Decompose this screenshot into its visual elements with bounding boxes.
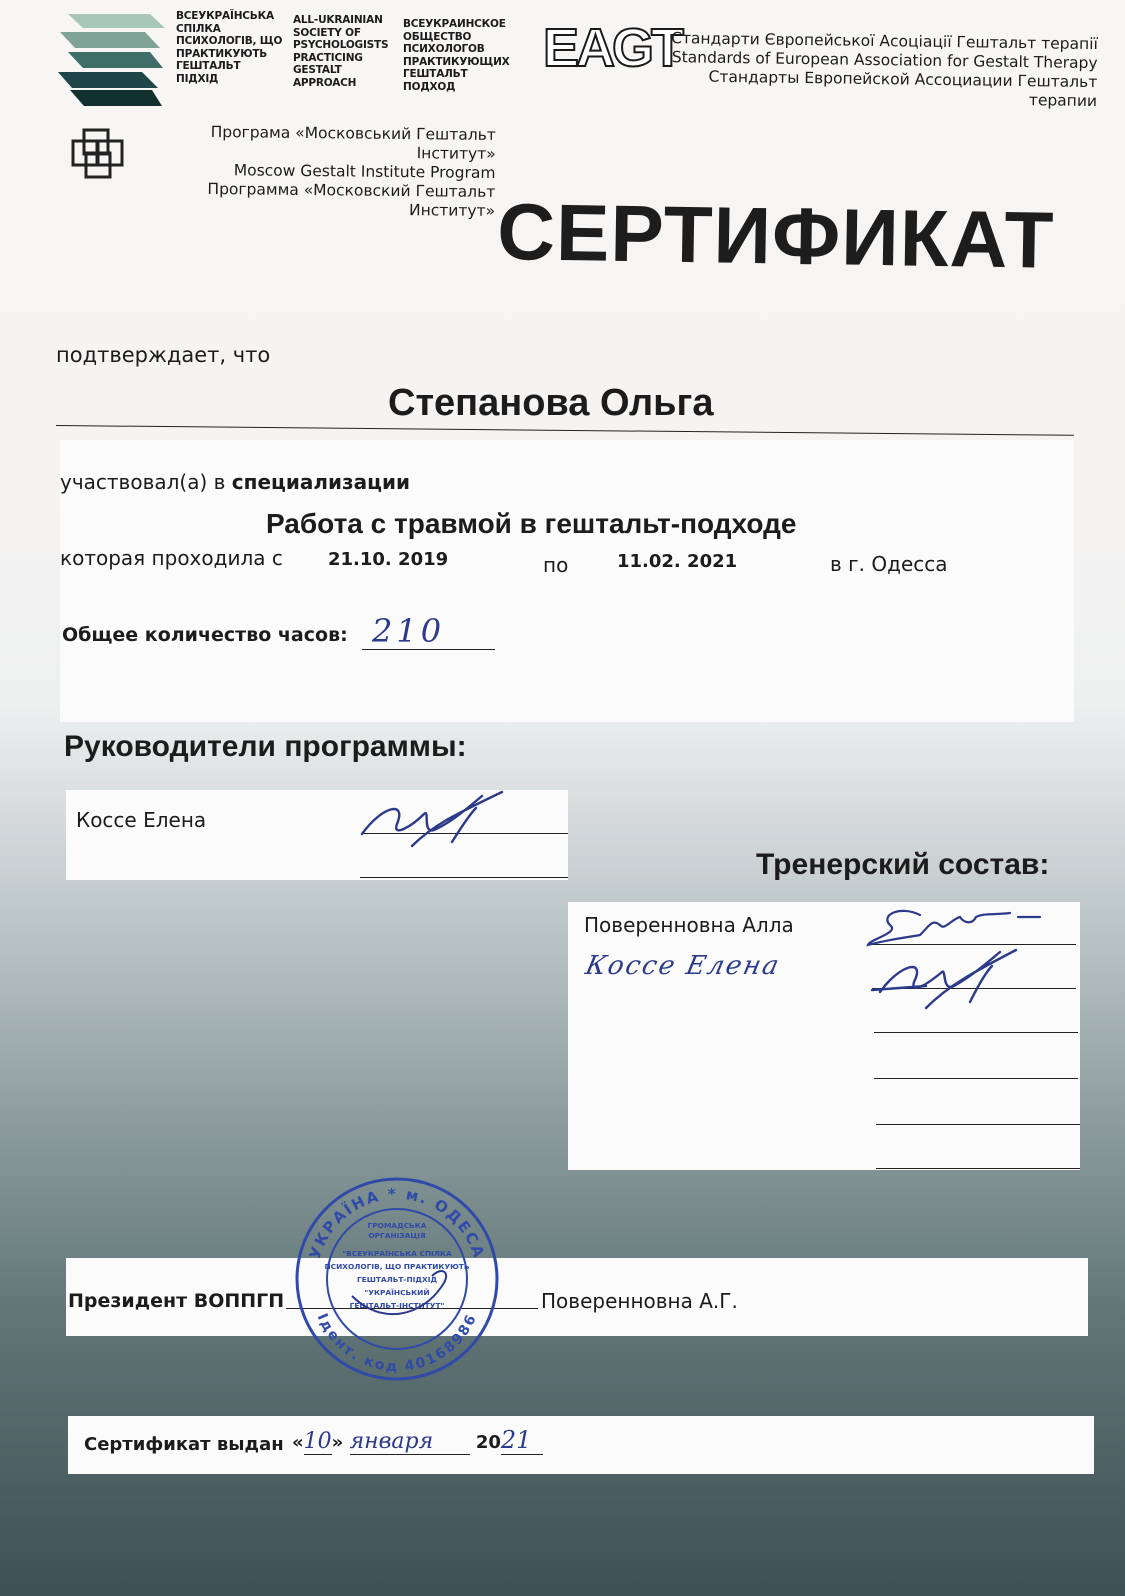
leader-signature-line-2 (360, 877, 568, 878)
confirms-text: подтверждает, что (56, 343, 271, 367)
stamp-ring-top: УКРАЇНА * м. ОДЕСА (305, 1184, 489, 1262)
stamp-line-2: ОРГАНІЗАЦІЯ (368, 1231, 426, 1240)
recipient-name: Степанова Ольга (388, 382, 714, 424)
hours-label: Общее количество часов: (62, 624, 348, 646)
program-text: Програма «Московський Гештальт Інститут» Moscow Gestalt Institute Program Программа «Московский Гештальт Институт» (207, 123, 496, 220)
stamp-line-3: "ВСЕУКРАЇНСЬКА СПІЛКА (342, 1249, 452, 1258)
trainer-signature-line-3 (874, 1032, 1078, 1033)
trainer-signature-line-6 (876, 1168, 1080, 1169)
issued-label: Сертификат выдан (84, 1434, 284, 1455)
certificate-title: СЕРТИФИКАТ (496, 186, 1055, 285)
president-name: Поверенновна А.Г. (541, 1289, 738, 1313)
stamp-line-1: ГРОМАДСЬКА (367, 1221, 427, 1230)
stamp-ring-bottom: Ідент. код 40168986 (313, 1311, 481, 1376)
trainer-name-2-handwritten: Коссе Елена (582, 951, 784, 981)
issued-open-quote: « (292, 1432, 304, 1453)
president-label: Президент ВОППГП (68, 1290, 285, 1312)
period-start: 21.10. 2019 (328, 549, 449, 570)
participated-text (60, 470, 410, 494)
org-name-english: ALL-UKRAINIAN SOCIETY OF PSYCHOLOGISTS PRACTICING GESTALT APPROACH (293, 14, 389, 89)
trainer-signature-2 (866, 942, 1046, 1012)
leader-name-1: Коссе Елена (76, 808, 207, 832)
leaders-heading: Руководители программы: (64, 730, 467, 763)
period-to: по (543, 553, 569, 577)
trainer-signature-line-4 (874, 1078, 1078, 1079)
issued-month: января (350, 1429, 470, 1455)
period-end: 11.02. 2021 (617, 551, 738, 572)
eagt-standards-text: Стандарти Європейської Асоціації Гештальт терапії Standards of European Association for Gestalt Therapy Стандарты Европейской Ассоциации Гештальт терапии (671, 29, 1098, 111)
trainer-name-1: Поверенновна Алла (584, 913, 794, 937)
organization-stamp (292, 1176, 502, 1382)
participated-bold: специализации (231, 470, 410, 494)
program-logo (70, 127, 126, 181)
stamp-line-7: ГЕШТАЛЬТ-ІНСТИТУТ" (349, 1301, 445, 1310)
eagt-logo: EAGT (543, 18, 682, 78)
issued-day: 10 (303, 1429, 332, 1454)
svg-text:Ідент. код 40168986 (314, 1311, 481, 1375)
leader-signature (352, 786, 522, 852)
period-prefix: которая проходила с (60, 546, 283, 570)
hours-underline (362, 649, 495, 650)
hours-value: 210 (372, 612, 446, 650)
issued-date (292, 1426, 543, 1455)
recipient-underline (56, 425, 1074, 436)
issued-year-prefix: 20 (475, 1432, 501, 1453)
trainers-heading: Тренерский состав: (756, 848, 1050, 881)
stamp-line-6: "УКРАЇНСЬКИЙ (364, 1288, 430, 1297)
stamp-line-5: ГЕШТАЛЬТ-ПІДХІД (356, 1275, 438, 1284)
issued-year-suffix: 21 (501, 1426, 543, 1455)
org-name-russian: ВСЕУКРАИНСКОЕ ОБЩЕСТВО ПСИХОЛОГОВ ПРАКТИКУЮЩИХ ГЕШТАЛЬТ ПОДХОД (403, 18, 510, 93)
participated-prefix: участвовал(а) в (60, 470, 232, 494)
trainer-signature-line-5 (876, 1124, 1080, 1125)
period-city: в г. Одесса (830, 552, 948, 576)
org-name-ukrainian: ВСЕУКРАЇНСЬКА СПІЛКА ПСИХОЛОГІВ, ЩО ПРАКТИКУЮТЬ ГЕШТАЛЬТ ПІДХІД (176, 10, 283, 85)
stamp-line-4: ПСИХОЛОГІВ, ЩО ПРАКТИКУЮТЬ (324, 1262, 470, 1271)
course-name: Работа с травмой в гештальт-подходе (266, 508, 797, 539)
issued-close-quote: » (331, 1432, 344, 1453)
society-logo (50, 10, 165, 110)
